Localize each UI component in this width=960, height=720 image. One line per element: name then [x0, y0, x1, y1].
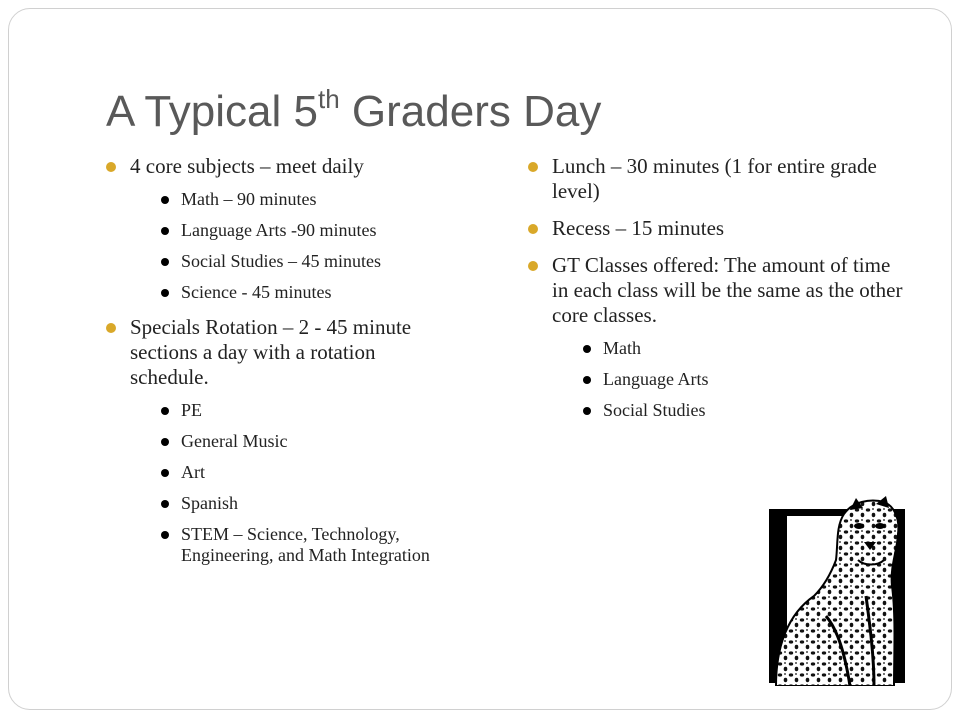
sub-bullet: Art [161, 462, 456, 483]
sub-bullet: General Music [161, 431, 456, 452]
sub-list [583, 338, 908, 421]
left-column [106, 154, 456, 578]
title-main: A Typical 5 [106, 87, 318, 136]
sub-bullet: Math [583, 338, 908, 359]
sub-bullet: PE [161, 400, 456, 421]
bullet-text: GT Classes offered: The amount of time in each class will be the same as the other core classes. [552, 253, 903, 327]
title-end: Graders Day [339, 87, 602, 136]
bullet-core-subjects [106, 154, 456, 303]
right-column [528, 154, 908, 433]
sub-bullet: STEM – Science, Technology, Engineering, and Math Integration [161, 524, 456, 566]
bullet-specials-rotation [106, 315, 456, 566]
slide-title [106, 82, 601, 142]
bullet-text: 4 core subjects – meet daily [130, 154, 364, 178]
sub-bullet: Math – 90 minutes [161, 189, 456, 210]
left-bullet-list [106, 154, 456, 566]
bullet-recess [528, 216, 908, 241]
sub-bullet: Spanish [161, 493, 456, 514]
sub-bullet: Language Arts -90 minutes [161, 220, 456, 241]
sub-bullet: Science - 45 minutes [161, 282, 456, 303]
right-bullet-list [528, 154, 908, 421]
bullet-text: Lunch – 30 minutes (1 for entire grade level) [552, 154, 877, 203]
sub-bullet: Language Arts [583, 369, 908, 390]
bullet-text: Specials Rotation – 2 - 45 minute sections a day with a rotation schedule. [130, 315, 412, 389]
bullet-lunch [528, 154, 908, 204]
sub-list [161, 400, 456, 566]
sub-list [161, 189, 456, 303]
bullet-gt-classes [528, 253, 908, 421]
title-superscript: th [318, 84, 340, 114]
sub-bullet: Social Studies – 45 minutes [161, 251, 456, 272]
bullet-text: Recess – 15 minutes [552, 216, 725, 240]
sub-bullet: Social Studies [583, 400, 908, 421]
leopard-illustration-icon [766, 496, 908, 686]
